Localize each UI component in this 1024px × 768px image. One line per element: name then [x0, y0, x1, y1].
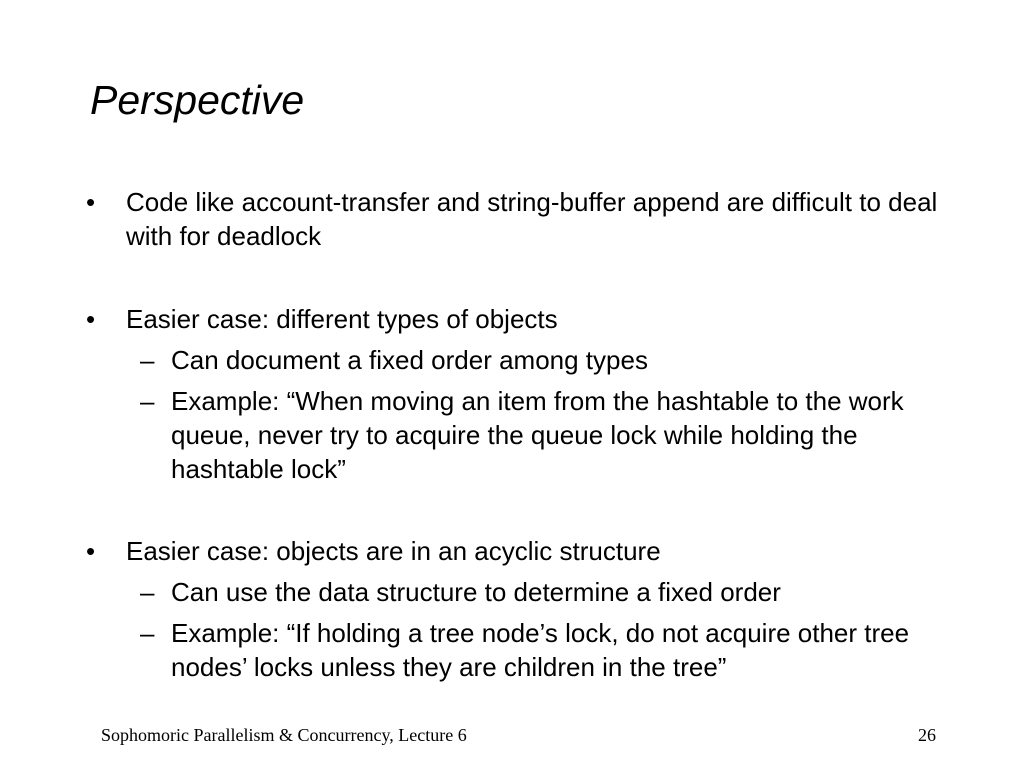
bullet-text: Easier case: different types of objects — [126, 304, 558, 334]
sub-bullet-text: Example: “When moving an item from the hashtable to the work queue, never try to acquire the queue lock while holding the hashtable lock” — [171, 386, 904, 484]
bullet-text: Easier case: objects are in an acyclic structure — [126, 536, 661, 566]
sub-bullet-marker: – — [140, 386, 155, 416]
bullet-marker: • — [86, 187, 96, 217]
footer-course-title: Sophomoric Parallelism & Concurrency, Lecture 6 — [101, 725, 467, 745]
sub-bullet-marker: – — [140, 577, 155, 607]
sub-bullet-text: Example: “If holding a tree node’s lock, do not acquire other tree nodes’ locks unless they are children in the tree” — [171, 618, 910, 682]
sub-bullet-text: Can use the data structure to determine a fixed order — [171, 577, 781, 607]
sub-bullet-marker: – — [140, 618, 155, 648]
sub-bullet-marker: – — [140, 345, 155, 375]
slide-title: Perspective — [90, 77, 305, 123]
bullet-text: Code like account-transfer and string-buffer append are difficult to deal with for deadlock — [126, 187, 938, 251]
bullet-marker: • — [86, 536, 96, 566]
sub-bullet-text: Can document a fixed order among types — [171, 345, 648, 375]
footer-page-number: 26 — [918, 725, 936, 745]
bullet-marker: • — [86, 304, 96, 334]
